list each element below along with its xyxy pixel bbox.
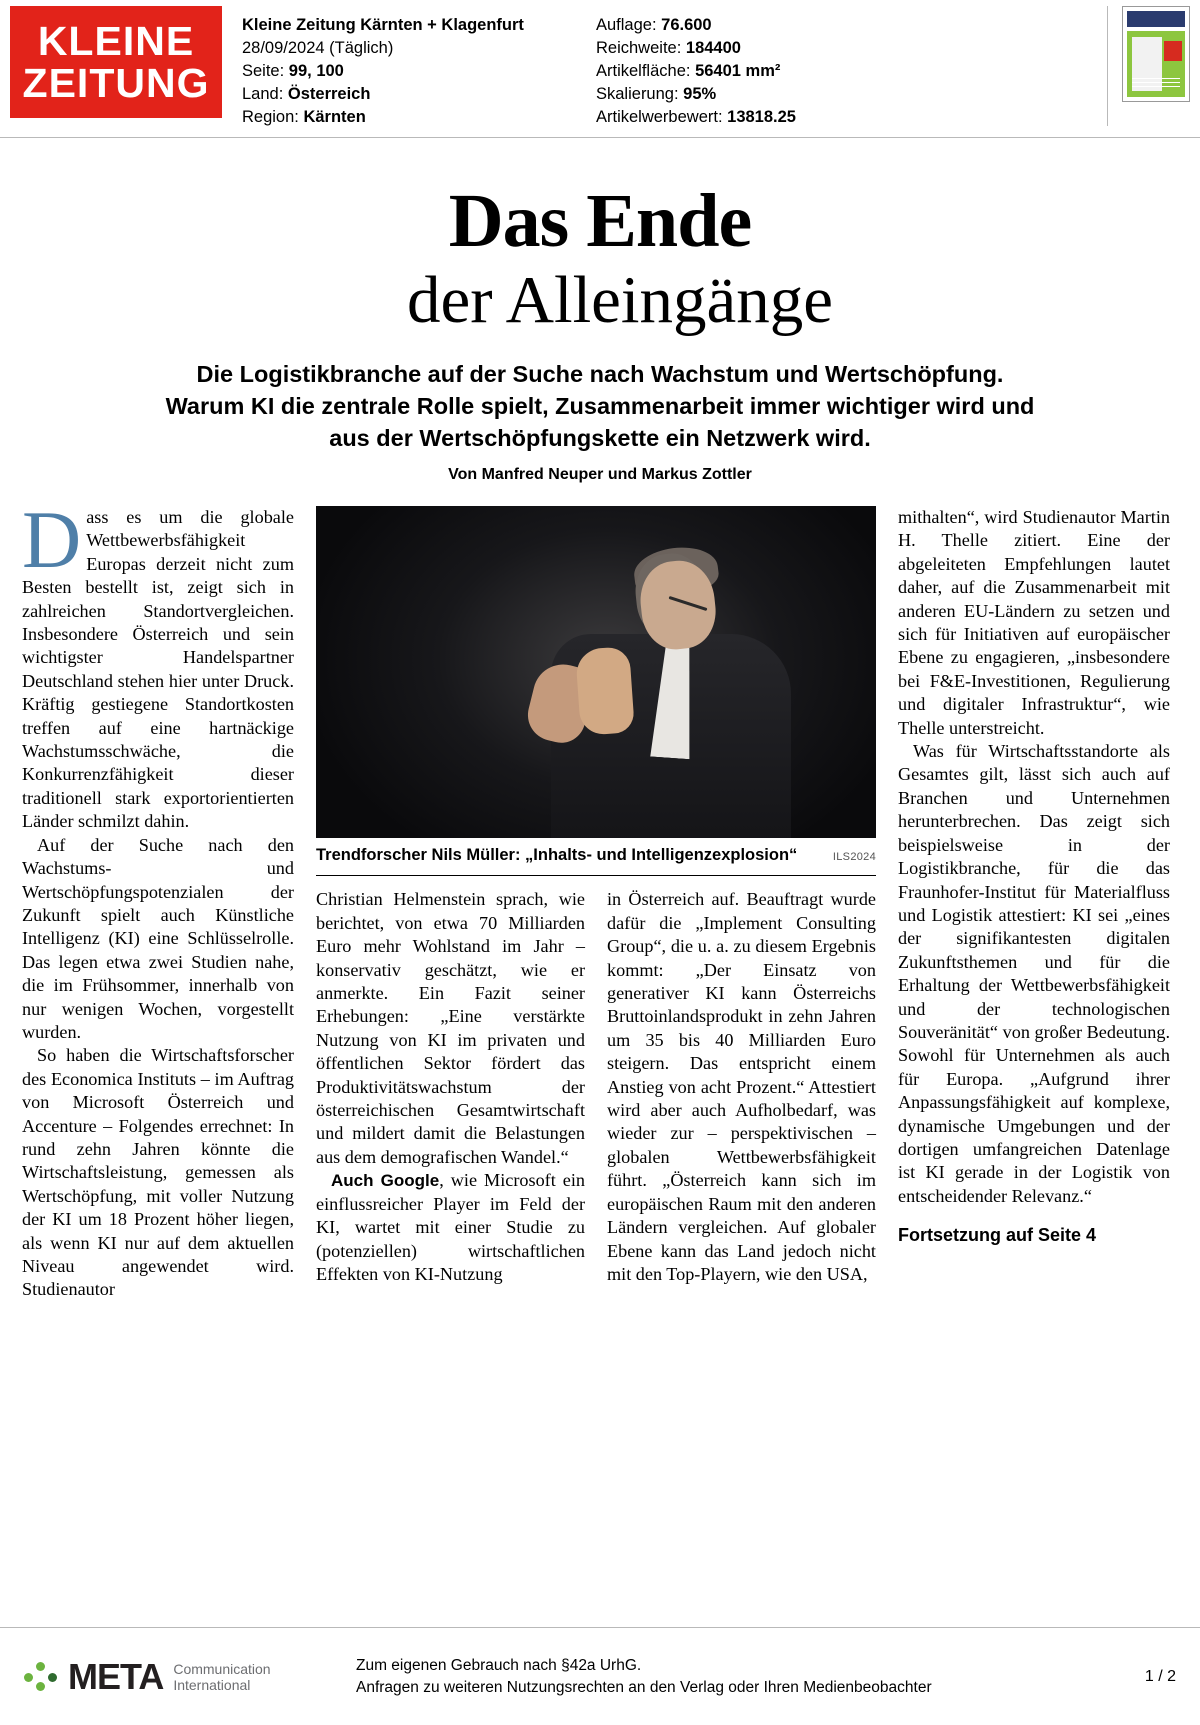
photo-credit: ILS2024	[832, 851, 876, 863]
stats-meta	[596, 6, 956, 129]
kleine-zeitung-logo	[10, 6, 222, 118]
center-subcolumns	[316, 888, 876, 1286]
scaling-label: Skalierung:	[596, 85, 679, 103]
publication-name: Kleine Zeitung Kärnten + Klagenfurt	[242, 16, 524, 34]
logo-line-2: ZEITUNG	[22, 60, 210, 106]
paragraph-1-1	[22, 494, 294, 834]
copyright-note	[356, 1655, 932, 1699]
headline-line-2: der Alleingänge	[406, 263, 834, 337]
page-thumbnail-container	[1107, 6, 1190, 126]
area-label: Artikelfläche:	[596, 62, 691, 80]
headline-line-1: Das Ende	[448, 179, 752, 263]
circulation-label: Auflage:	[596, 16, 657, 34]
page-value: 99, 100	[288, 62, 344, 80]
article-photo-block	[316, 506, 876, 876]
paragraph-1-3: So haben die Wirtschaftsforscher des Economica Instituts – im Auftrag von Microsoft Österreich und Accenture – Folgendes errechnet: In rund zehn Jahren könnte die Wirtschaftsleistung, gemessen als Wertschöpfung, mit voller Nutzung der KI um 18 Prozent höher liegen, als wenn KI nur auf dem aktuellen Niveau angewendet wird. Studienautor	[22, 1045, 294, 1300]
article-columns	[22, 494, 1178, 1302]
column-4	[898, 506, 1170, 1302]
circulation-meta	[596, 14, 956, 37]
meta-wordmark: META	[68, 1655, 164, 1697]
area-value: 56401 mm²	[695, 62, 781, 80]
paragraph-2-2-leadin: Auch Google	[331, 1171, 440, 1191]
adval-value: 13818.25	[727, 108, 796, 126]
article-byline: Von Manfred Neuper und Markus Zottler	[448, 466, 752, 483]
page-meta	[242, 60, 582, 83]
meta-tagline-line-2: International	[173, 1676, 251, 1693]
meta-tagline	[173, 1661, 270, 1693]
region-value: Kärnten	[303, 108, 366, 126]
paragraph-2-1: Christian Helmenstein sprach, wie berichtet, von etwa 70 Milliarden Euro mehr Wohlstand im Jahr – konservativ geschätzt, wie er anmerkte. Ein Fazit seiner Erhebungen: „Eine verstärkte Nutzung von KI im privaten und öffentlichen Sektor fördert das Produktivitätswachstum der österreichischen Gesamtwirtschaft und mildert damit die Belastungen aus dem demografischen Wandel.“	[316, 889, 585, 1167]
scaling-value: 95%	[683, 85, 717, 103]
article-subhead: Die Logistikbranche auf der Suche nach Wachstum und Wertschöpfung. Warum KI die zentrale Rolle spielt, Zusammenarbeit immer wichtiger wird und aus der Wertschöpfungskette ein Netzwerk wird.	[165, 361, 1035, 451]
region-label: Region:	[242, 108, 299, 126]
country-value: Österreich	[287, 85, 371, 103]
logo-line-1: KLEINE	[37, 18, 195, 64]
photo-caption: Trendforscher Nils Müller: „Inhalts- und Intelligenzexplosion“	[316, 846, 798, 864]
page-label: Seite:	[242, 62, 285, 80]
speaker-photo	[316, 506, 876, 838]
paragraph-4-1: mithalten“, wird Studienautor Martin H. Thelle zitiert. Eine der abgeleiteten Empfehlungen lautet daher, auf die Zusammenarbeit mit anderen EU-Ländern zu setzen und sich für Initiativen auf europäischer Ebene zu engagieren, „insbesondere bei F&E-Investitionen, Regulierung und digitaler Infrastruktur“, wie Thelle unterstreicht.	[898, 507, 1170, 738]
reach-meta	[596, 37, 956, 60]
column-center	[316, 506, 876, 1302]
country-label: Land:	[242, 85, 284, 103]
article	[0, 180, 1200, 1302]
column-1	[22, 494, 294, 1302]
circulation-value: 76.600	[661, 16, 712, 34]
paragraph-3-1: in Österreich auf. Beauftragt wurde dafür die „Implement Consulting Group“, die u. a. zu diesem Ergebnis kommt: „Der Einsatz von generativer KI kann Österreichs Bruttoinlandsprodukt in zehn Jahren um 35 bis 40 Milliarden Euro steigern. Das entspricht einem Anstieg von acht Prozent.“ Attestiert wird aber auch Aufholbedarf, was wieder zur – perspektivischen – globalen Wettbewerbsfähigkeit führt. „Österreich kann sich im europäischen Raum mit den anderen Ländern vergleichen. Auf globaler Ebene kann das Land jedoch nicht mit den Top-Playern, wie den USA,	[607, 889, 876, 1284]
reach-value: 184400	[685, 39, 741, 57]
meta-dots-icon	[24, 1662, 58, 1692]
column-2	[316, 888, 585, 1286]
document-header	[0, 0, 1200, 138]
drop-cap: D	[22, 494, 82, 585]
page-thumbnail-icon	[1122, 6, 1190, 102]
copyright-line-2: Anfragen zu weiteren Nutzungsrechten an den Verlag oder Ihren Medienbeobachter	[356, 1678, 932, 1696]
continuation-note: Fortsetzung auf Seite 4	[898, 1225, 1097, 1246]
document-footer	[0, 1627, 1200, 1725]
country-meta	[242, 83, 582, 106]
paragraph-2-2-text: , wie Microsoft ein einflussreicher Player im Feld der KI, wartet mit einer Studie zu (potenziellen) wirtschaftlichen Effekten von KI-Nutzung	[316, 1170, 585, 1284]
adval-meta	[596, 106, 956, 129]
adval-label: Artikelwerbewert:	[596, 108, 723, 126]
scaling-meta	[596, 83, 956, 106]
area-meta	[596, 60, 956, 83]
paragraph-1-1-text: ass es um die globale Wettbewerbsfähigkeit Europas derzeit nicht zum Besten bestellt ist, zeigt sich in zahlreichen Standortvergleichen. Insbesondere Österreich und sein wichtigster Handelspartner Deutschland stehen hier unter Druck. Kräftig gestiegene Standortkosten treffen auf eine hartnäckige Wachstumsschwäche, die Konkurrenzfähigkeit dieser traditionell stark exportorientierten Länder schmilzt dahin.	[22, 507, 294, 832]
column-3	[607, 888, 876, 1286]
publication-date: 28/09/2024 (Täglich)	[242, 39, 394, 57]
reach-label: Reichweite:	[596, 39, 682, 57]
photo-caption-row	[316, 838, 876, 876]
meta-tagline-line-1: Communication	[173, 1660, 271, 1677]
paragraph-4-2: Was für Wirtschaftsstandorte als Gesamtes gilt, lässt sich auch auf Branchen und Unternehmen herunterbrechen. Das zeigt sich beispielsweise in der Logistikbranche, für die das Fraunhofer-Institut für Materialfluss und Logistik attestiert: KI sei „eines der signifikantesten digitalen Zukunftsthemen und für die Erhaltung der Wettbewerbsfähigkeit und der technologischen Souveränität“ von großer Bedeutung. Sowohl für Unternehmen als auch für Europa. „Aufgrund ihrer Anpassungsfähigkeit auf komplexe, dynamische Umgebungen und der dortigen umfangreichen Datenlage ist KI gerade in der Logistik von entscheidender Relevanz.“	[898, 741, 1170, 1206]
paragraph-2-2	[316, 1169, 585, 1286]
publication-meta	[242, 6, 582, 129]
region-meta	[242, 106, 582, 129]
meta-logo	[24, 1656, 324, 1698]
page-indicator: 1 / 2	[1144, 1667, 1176, 1685]
paragraph-1-2: Auf der Suche nach den Wachstums- und Wertschöpfungspotenzialen der Zukunft spielt auch Künstliche Intelligenz (KI) eine Schlüsselrolle. Das legen etwa zwei Studien nahe, die im Frühsommer, innerhalb von nur wenigen Wochen, vorgestellt wurden.	[22, 834, 294, 1042]
copyright-line-1: Zum eigenen Gebrauch nach §42a UrhG.	[356, 1656, 642, 1674]
